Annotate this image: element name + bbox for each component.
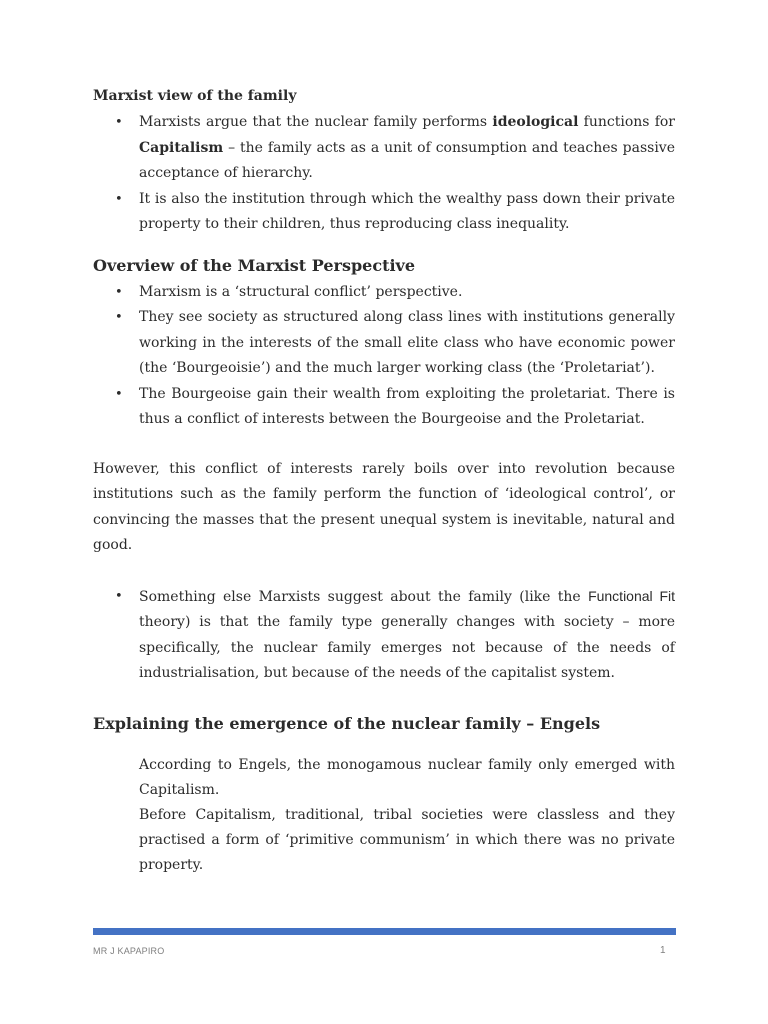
bullet-text: functions for: [578, 114, 675, 130]
section-heading-marxist-view: Marxist view of the family: [93, 88, 297, 104]
list-item: [93, 382, 675, 433]
bullet-icon: •: [115, 310, 123, 325]
list-item: [93, 280, 675, 306]
paragraph-engels-2: Before Capitalism, traditional, tribal societies were classless and they practised a form of ‘primitive communism’ in which there was no private property.: [139, 806, 675, 873]
bullet-icon: •: [115, 386, 123, 402]
bullet-icon: •: [115, 284, 123, 300]
footer-page-number: 1: [660, 945, 666, 956]
footer-author: MR J KAPAPIRO: [93, 946, 165, 956]
bullet-text: Marxism is a ‘structural conflict’ perspective.: [139, 283, 463, 300]
bullet-text: They see society as structured along class lines with institutions generally working in the interests of the small elite class who have economic power (the ‘Bourgeoisie’) and the much larger working class (the ‘Proletariat’).: [139, 309, 675, 376]
paragraph-ideological-control: However, this conflict of interests rarely boils over into revolution because institutions such as the family perform the function of ‘ideological control’, or convincing the masses that the present unequal system is inevitable, natural and good.: [93, 460, 675, 553]
section-heading-engels: Explaining the emergence of the nuclear family – Engels: [93, 713, 601, 733]
bullet-list-overview: [93, 280, 675, 433]
list-item: [93, 110, 675, 187]
bold-term: ideological: [492, 114, 579, 130]
page-content: [93, 84, 675, 878]
list-item: [93, 305, 675, 382]
bullet-list-marxist-view: [93, 110, 675, 238]
bullet-text: Something else Marxists suggest about the family (like the: [139, 588, 589, 605]
footer-divider-bar: [93, 928, 676, 935]
list-item: [93, 584, 675, 687]
list-item: [93, 187, 675, 238]
bullet-list-functional-fit: [93, 584, 675, 687]
functional-fit-term: Functional Fit: [588, 587, 675, 604]
bullet-text: – the family acts as a unit of consumption and teaches passive acceptance of hierarchy.: [139, 139, 675, 181]
paragraph-engels-1: According to Engels, the monogamous nuclear family only emerged with Capitalism.: [139, 756, 675, 798]
bullet-icon: •: [115, 115, 123, 130]
bullet-text: theory) is that the family type generally changes with society – more specifically, the nuclear family emerges not because of the needs of industrialisation, but because of the needs of the capitalist system.: [139, 614, 675, 681]
section-heading-overview: Overview of the Marxist Perspective: [93, 255, 416, 275]
bullet-icon: •: [115, 191, 123, 207]
bullet-text: It is also the institution through which the wealthy pass down their private property to their children, thus reproducing class inequality.: [139, 190, 675, 232]
bullet-icon: •: [115, 588, 123, 604]
bullet-text: Marxists argue that the nuclear family performs: [139, 114, 493, 130]
bullet-text: The Bourgeoise gain their wealth from exploiting the proletariat. There is thus a conflict of interests between the Bourgeoise and the Proletariat.: [139, 385, 675, 427]
bold-term: Capitalism: [139, 139, 224, 156]
